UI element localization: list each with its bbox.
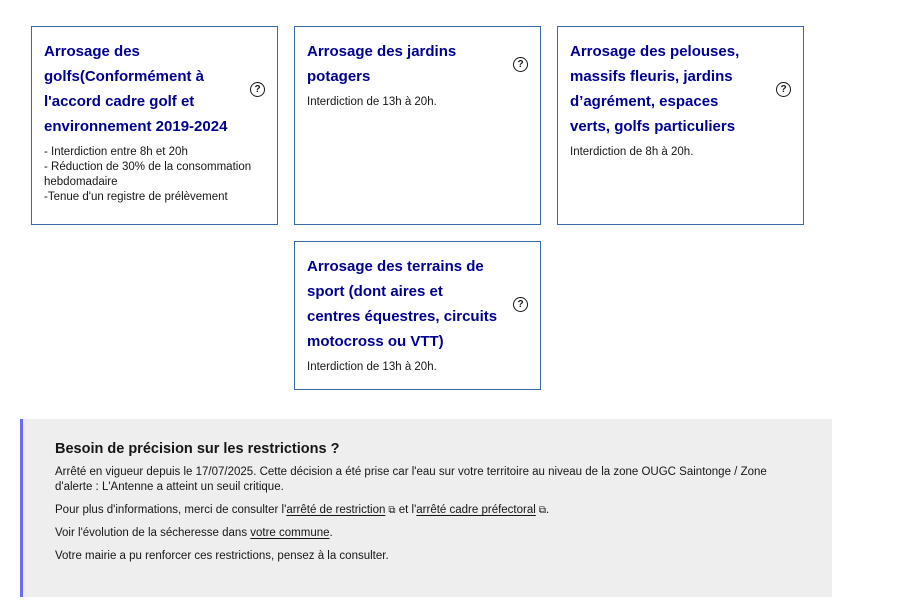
arrete-cadre-link[interactable] (416, 504, 546, 516)
callout-more-info (55, 503, 802, 518)
card-title: Arrosage des terrains de sport (dont aires et centres équestres, circuits motocross ou VTT) (307, 258, 498, 350)
card-description (307, 95, 528, 110)
evolution-prefix: Voir l'évolution de la sécheresse dans (55, 527, 251, 539)
card-header (570, 39, 791, 139)
card-title: Arrosage des golfs(Conformément à l'accord cadre golf et environnement 2019-2024 (44, 43, 228, 135)
question-circle-icon[interactable]: ? (513, 57, 528, 72)
question-circle-icon[interactable]: ? (513, 297, 528, 312)
card-description-line: -Tenue d'un registre de prélèvement (44, 191, 228, 203)
restriction-card-terrains-sport (294, 241, 541, 390)
restriction-card-golfs (31, 26, 278, 225)
card-title: Arrosage des jardins potagers (307, 43, 457, 85)
card-description-line: - Interdiction entre 8h et 20h (44, 146, 188, 158)
more-info-prefix: Pour plus d'informations, merci de consulter l' (55, 504, 287, 516)
card-description (307, 360, 528, 375)
callout-evolution (55, 526, 802, 541)
votre-commune-link[interactable]: votre commune (250, 527, 330, 539)
restriction-card-jardins-potagers (294, 26, 541, 225)
card-description (570, 145, 791, 160)
restriction-info-callout (20, 419, 832, 597)
external-link-icon: ⧉ (538, 505, 546, 516)
card-header (44, 39, 265, 139)
external-link-icon: ⧉ (388, 505, 396, 516)
card-description-line: Interdiction de 13h à 20h. (307, 361, 437, 373)
card-description-line: Interdiction de 8h à 20h. (570, 146, 694, 158)
link-label: arrêté de restriction (286, 504, 386, 516)
card-header (307, 39, 528, 89)
card-header (307, 254, 528, 354)
arrete-restriction-link[interactable] (286, 504, 395, 516)
card-description-line: Interdiction de 13h à 20h. (307, 96, 437, 108)
card-description (44, 145, 265, 205)
more-info-suffix: . (545, 504, 550, 516)
more-info-middle: et l' (395, 504, 417, 516)
card-title: Arrosage des pelouses, massifs fleuris, jardins d’agrément, espaces verts, golfs particuliers (570, 43, 740, 135)
restriction-card-pelouses (557, 26, 804, 225)
callout-mairie-text: Votre mairie a pu renforcer ces restrictions, pensez à la consulter. (55, 550, 389, 562)
evolution-suffix: . (329, 527, 333, 539)
callout-title: Besoin de précision sur les restrictions ? (55, 441, 340, 457)
card-description-line: - Réduction de 30% de la consommation hebdomadaire (44, 161, 252, 188)
question-circle-icon[interactable]: ? (776, 82, 791, 97)
link-label: arrêté cadre préfectoral (416, 504, 536, 516)
callout-arrete-text: Arrêté en vigueur depuis le 17/07/2025. Cette décision a été prise car l'eau sur votre territoire au niveau de la zone OUGC Saintonge / Zone d'alerte : L'Antenne a atteint un seuil critique. (55, 466, 767, 493)
question-circle-icon[interactable]: ? (250, 82, 265, 97)
